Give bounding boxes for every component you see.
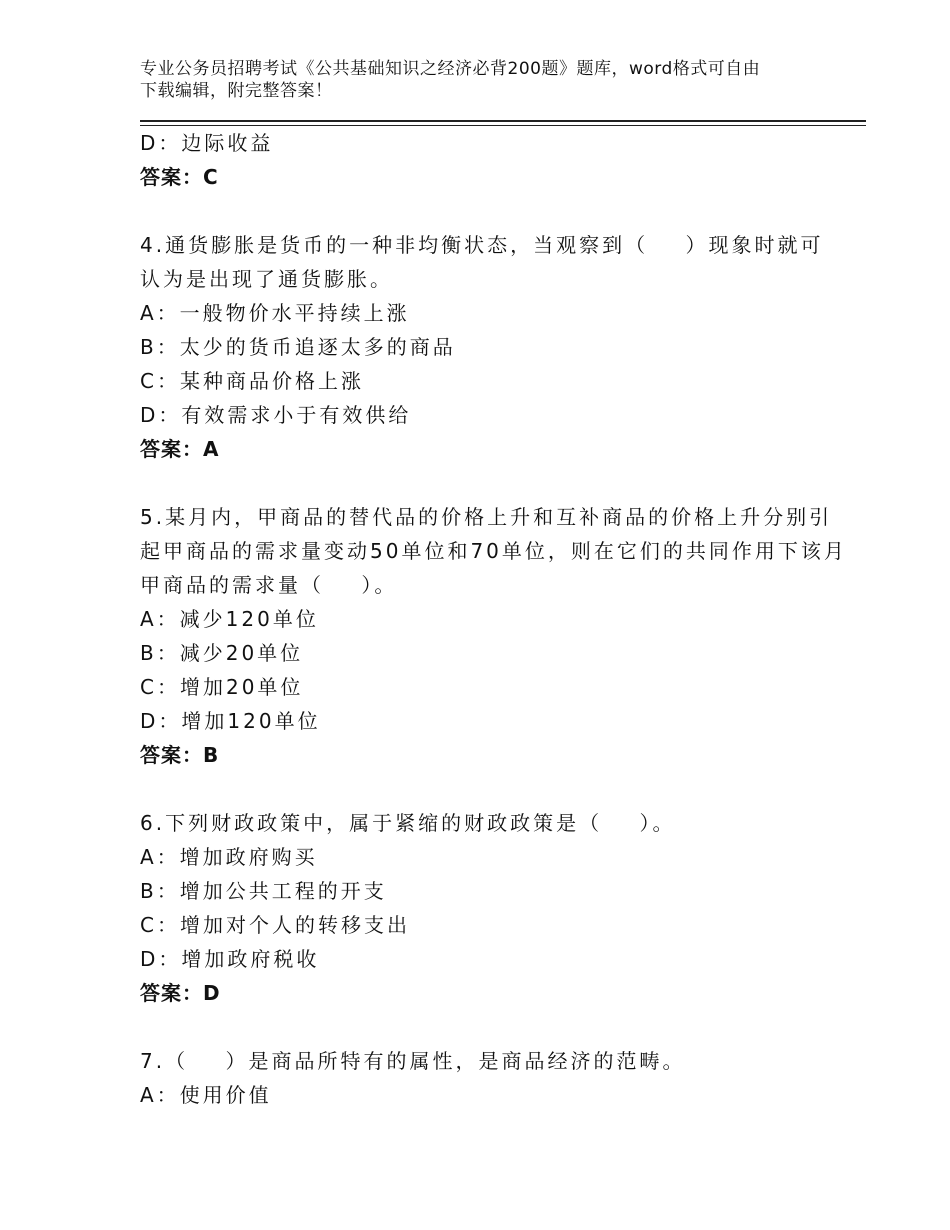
spacer <box>140 1010 830 1044</box>
q5-option-b: B：减少20单位 <box>140 641 304 665</box>
q4-stem-line-2: 认为是出现了通货膨胀。 <box>140 267 393 291</box>
question-7 <box>140 1044 830 1112</box>
q5-answer: 答案：B <box>140 743 220 767</box>
q4-answer: 答案：A <box>140 437 220 461</box>
q6-stem-line-1: 6.下列财政政策中，属于紧缩的财政政策是（ ）。 <box>140 811 676 835</box>
q4-option-d: D：有效需求小于有效供给 <box>140 403 412 427</box>
question-4 <box>140 228 830 466</box>
spacer <box>140 194 830 228</box>
header-line-2: 下载编辑，附完整答案！ <box>140 81 333 101</box>
q5-option-d: D：增加120单位 <box>140 709 321 733</box>
q5-option-c: C：增加20单位 <box>140 675 304 699</box>
q6-option-d: D：增加政府税收 <box>140 947 320 971</box>
spacer <box>140 466 830 500</box>
q5-stem-line-3: 甲商品的需求量（ ）。 <box>140 573 398 597</box>
document-header <box>140 58 820 102</box>
q4-option-b: B：太少的货币追逐太多的商品 <box>140 335 456 359</box>
q7-stem-line-1: 7.（ ）是商品所特有的属性，是商品经济的范畴。 <box>140 1049 686 1073</box>
q6-answer: 答案：D <box>140 981 221 1005</box>
q6-option-c: C：增加对个人的转移支出 <box>140 913 410 937</box>
q4-option-a: A：一般物价水平持续上涨 <box>140 301 410 325</box>
q4-option-c: C：某种商品价格上涨 <box>140 369 364 393</box>
q4-stem-line-1: 4.通货膨胀是货币的一种非均衡状态，当观察到（ ）现象时就可 <box>140 233 824 257</box>
question-6 <box>140 806 830 1010</box>
q6-option-a: A：增加政府购买 <box>140 845 318 869</box>
spacer <box>140 772 830 806</box>
q7-option-a: A：使用价值 <box>140 1083 272 1107</box>
document-body <box>140 126 847 1112</box>
header-line-1: 专业公务员招聘考试《公共基础知识之经济必背200题》题库，word格式可自由 <box>140 59 761 79</box>
question-5 <box>140 500 847 772</box>
q5-option-a: A：减少120单位 <box>140 607 319 631</box>
q5-stem-line-1: 5.某月内，甲商品的替代品的价格上升和互补商品的价格上升分别引 <box>140 505 833 529</box>
q5-stem-line-2: 起甲商品的需求量变动50单位和70单位，则在它们的共同作用下该月 <box>140 539 847 563</box>
q6-option-b: B：增加公共工程的开支 <box>140 879 387 903</box>
q3-option-d: D：边际收益 <box>140 131 274 155</box>
q3-answer: 答案：C <box>140 165 219 189</box>
